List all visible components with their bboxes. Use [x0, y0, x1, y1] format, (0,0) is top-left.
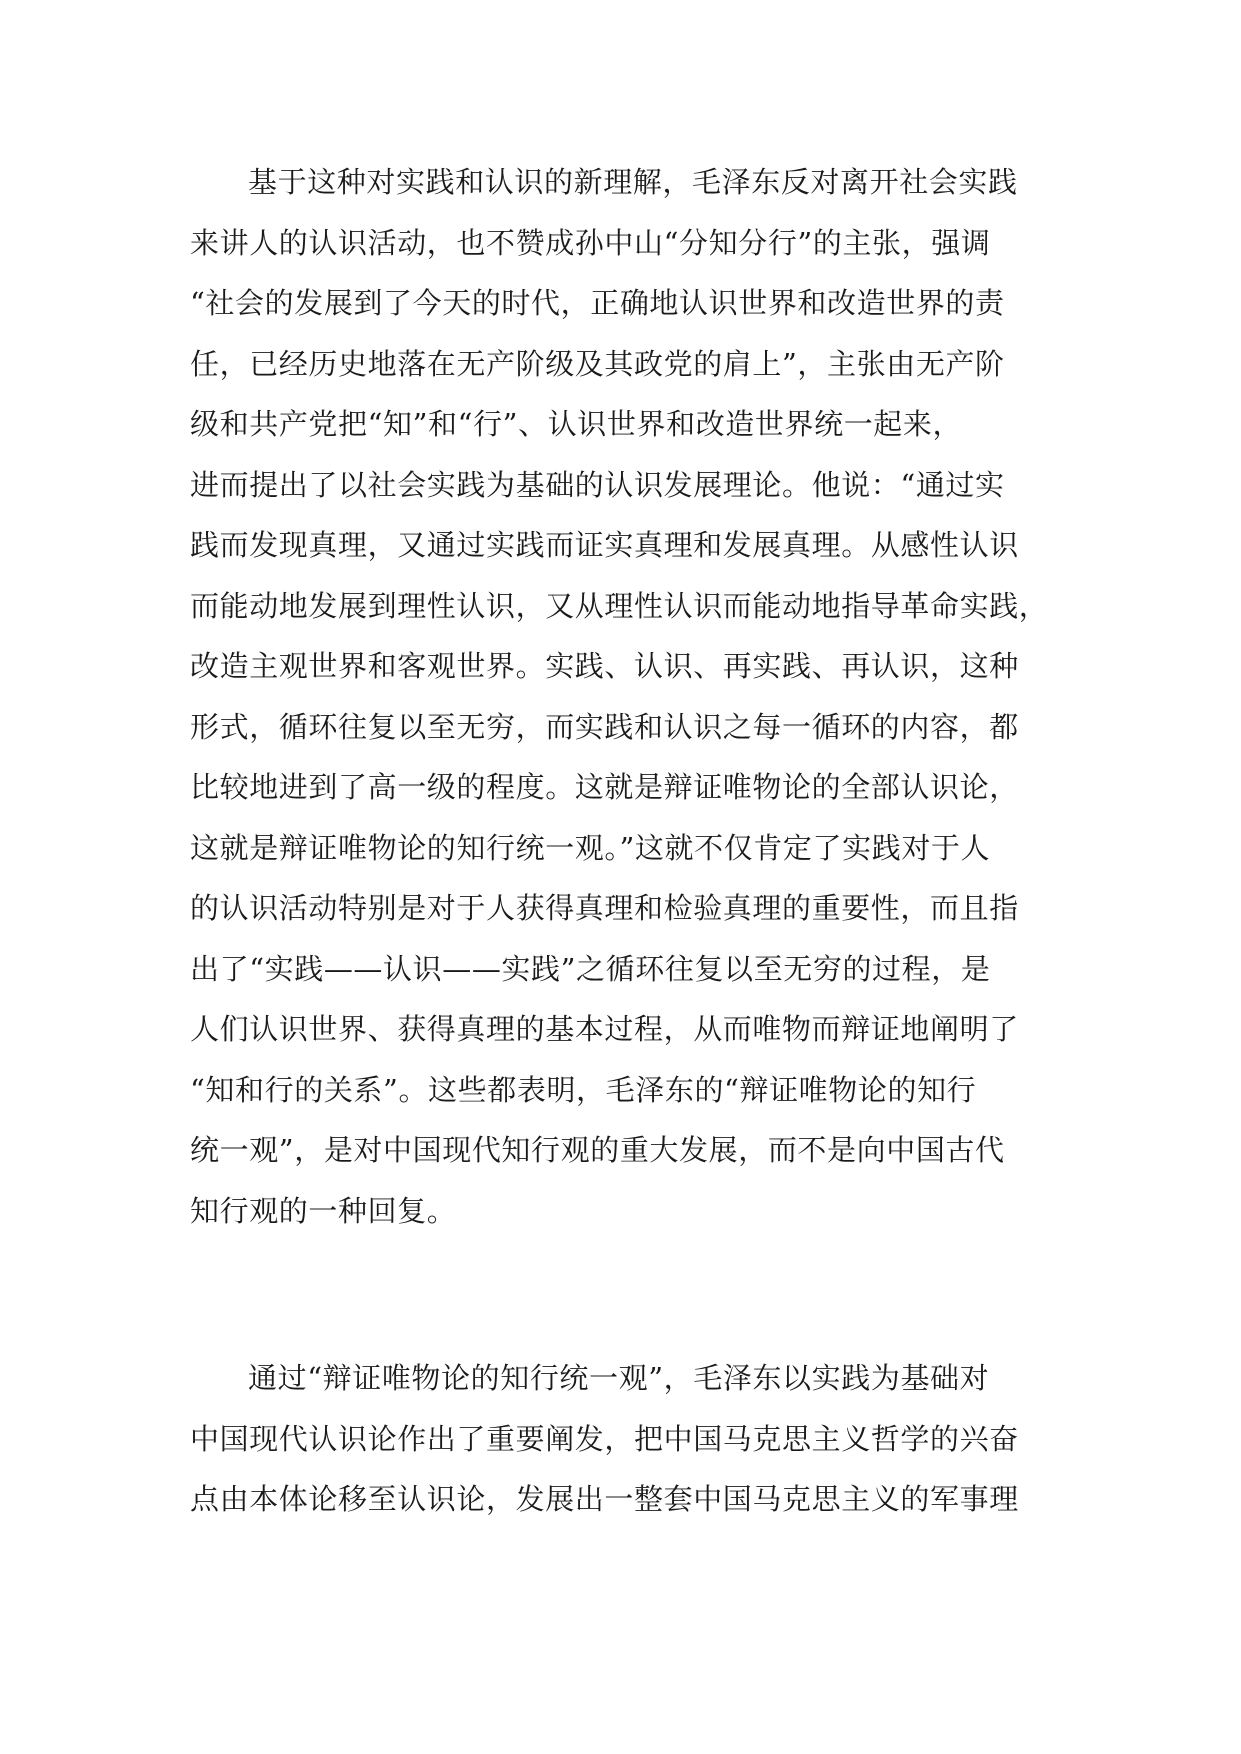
paragraph-line: 这就是辩证唯物论的知行统一观。”这就不仅肯定了实践对于人 [190, 830, 991, 865]
paragraph-line: 践而发现真理，又通过实践而证实真理和发展真理。从感性认识 [190, 528, 1019, 562]
paragraph-line: 出了“实践——认识——实践”之循环往复以至无穷的过程，是 [190, 951, 991, 986]
paragraph-line: 知行观的一种回复。 [190, 1193, 457, 1228]
paragraph-line: 任，已经历史地落在无产阶级及其政党的肩上”，主张由无产阶 [190, 346, 1005, 381]
paragraph-line: 的认识活动特别是对于人获得真理和检验真理的重要性，而且指 [190, 891, 1019, 925]
paragraph-line: 形式，循环往复以至无穷，而实践和认识之每一循环的内容，都 [190, 709, 1019, 744]
paragraph-1 [190, 152, 1070, 1241]
paragraph-line: 进而提出了以社会实践为基础的认识发展理论。他说：“通过实 [190, 467, 1005, 502]
paragraph-line: 人们认识世界、获得真理的基本过程，从而唯物而辩证地阐明了 [190, 1012, 1019, 1046]
paragraph-2 [190, 1348, 1070, 1530]
paragraph-line: 基于这种对实践和认识的新理解，毛泽东反对离开社会实践 [248, 165, 1018, 199]
paragraph-line: 比较地进到了高一级的程度。这就是辩证唯物论的全部认识论， [190, 770, 1019, 804]
paragraph-line: 级和共产党把“知”和“行”、认识世界和改造世界统一起来， [190, 407, 963, 441]
paragraph-line: 中国现代认识论作出了重要阐发，把中国马克思主义哲学的兴奋 [190, 1421, 1019, 1456]
paragraph-line: 来讲人的认识活动，也不赞成孙中山“分知分行”的主张，强调 [190, 225, 991, 260]
paragraph-line: 而能动地发展到理性认识，又从理性认识而能动地指导革命实践， [190, 588, 1049, 623]
paragraph-line: 统一观”，是对中国现代知行观的重大发展，而不是向中国古代 [190, 1133, 1005, 1167]
paragraph-line: 改造主观世界和客观世界。实践、认识、再实践、再认识，这种 [190, 649, 1019, 683]
paragraph-line: “知和行的关系”。这些都表明，毛泽东的“辩证唯物论的知行 [190, 1072, 977, 1107]
paragraph-line: “社会的发展到了今天的时代，正确地认识世界和改造世界的责 [190, 286, 1005, 320]
paragraph-line: 点由本体论移至认识论，发展出一整套中国马克思主义的军事理 [190, 1482, 1019, 1516]
paragraph-line: 通过“辩证唯物论的知行统一观”，毛泽东以实践为基础对 [248, 1361, 990, 1395]
